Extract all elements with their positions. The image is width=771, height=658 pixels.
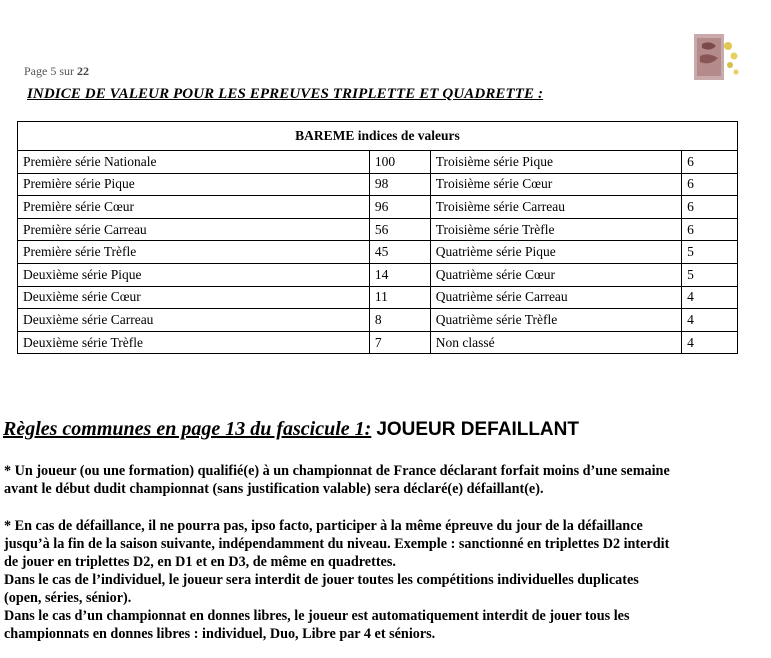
paragraph-line: (open, séries, sénior). (4, 590, 132, 606)
paragraph-line: * En cas de défaillance, il ne pourra pas, ipso facto, participer à la même épreuve du jour de la défaillance (4, 518, 643, 534)
table-cell: 4 (682, 286, 738, 309)
paragraph-line: championnats en donnes libres : individuel, Duo, Libre par 4 et séniors. (4, 626, 436, 642)
paragraph-forfait (4, 462, 768, 498)
table-cell: 6 (682, 218, 738, 241)
table-row (18, 173, 738, 196)
table-row (18, 309, 738, 332)
table-cell: 56 (369, 218, 430, 241)
rules-title: JOUEUR DEFAILLANT (376, 419, 579, 440)
table-cell: 5 (682, 263, 738, 286)
section-heading: INDICE DE VALEUR POUR LES EPREUVES TRIPLETTE ET QUADRETTE : (27, 86, 544, 102)
table-cell: Première série Carreau (18, 218, 370, 241)
table-cell: Première série Trèfle (18, 241, 370, 264)
table-cell: 4 (682, 331, 738, 354)
table-cell: Première série Nationale (18, 151, 370, 174)
table-cell: 11 (369, 286, 430, 309)
federation-logo-icon (692, 32, 740, 82)
paragraph-line: * Un joueur (ou une formation) qualifié(e) à un championnat de France déclarant forfait moins d’une semaine (4, 463, 670, 479)
table-row (18, 218, 738, 241)
table-cell: Première série Pique (18, 173, 370, 196)
table-cell: 6 (682, 151, 738, 174)
paragraph-line: Dans le cas de l’individuel, le joueur sera interdit de jouer toutes les compétitions individuelles duplicates (4, 572, 639, 588)
table-cell: 6 (682, 196, 738, 219)
table-cell: 14 (369, 263, 430, 286)
table-cell: Troisième série Carreau (430, 196, 681, 219)
table-cell: 8 (369, 309, 430, 332)
paragraph-line: jusqu’à la fin de la saison suivante, indépendamment du niveau. Exemple : sanctionné en triplettes D2 interdit (4, 536, 670, 552)
paragraph-line: avant le début dudit championnat (sans justification valable) sera déclaré(e) défaillant(e). (4, 481, 544, 497)
table-cell: 4 (682, 309, 738, 332)
table-cell: 45 (369, 241, 430, 264)
rules-heading (3, 418, 579, 441)
table-cell: Troisième série Cœur (430, 173, 681, 196)
table-row (18, 241, 738, 264)
table-row (18, 151, 738, 174)
paragraph-line: de jouer en triplettes D2, en D1 et en D3, de même en quadrettes. (4, 554, 396, 570)
table-body (18, 151, 738, 354)
rules-reference: Règles communes en page 13 du fascicule 1: (3, 418, 372, 440)
table-row (18, 263, 738, 286)
table-title: BAREME indices de valeurs (18, 122, 738, 151)
table-cell: 7 (369, 331, 430, 354)
page-number: Page 5 sur 22 (24, 64, 89, 78)
table-cell: Deuxième série Cœur (18, 286, 370, 309)
table-row (18, 286, 738, 309)
table-cell: 96 (369, 196, 430, 219)
table-row (18, 196, 738, 219)
table-cell: Troisième série Pique (430, 151, 681, 174)
table-cell: 100 (369, 151, 430, 174)
table-row (18, 331, 738, 354)
table-title-row (18, 122, 738, 151)
table-cell: Quatrième série Carreau (430, 286, 681, 309)
table-cell: Non classé (430, 331, 681, 354)
table-cell: 6 (682, 173, 738, 196)
table-cell: 5 (682, 241, 738, 264)
table-cell: Quatrième série Trèfle (430, 309, 681, 332)
table-cell: 98 (369, 173, 430, 196)
table-cell: Deuxième série Trèfle (18, 331, 370, 354)
paragraph-defaillance (4, 517, 768, 643)
table-cell: Troisième série Trèfle (430, 218, 681, 241)
bareme-table (17, 121, 738, 354)
paragraph-line: Dans le cas d’un championnat en donnes libres, le joueur est automatiquement interdit de jouer tous les (4, 608, 630, 624)
table-cell: Deuxième série Pique (18, 263, 370, 286)
table-cell: Quatrième série Pique (430, 241, 681, 264)
table-cell: Quatrième série Cœur (430, 263, 681, 286)
table-cell: Première série Cœur (18, 196, 370, 219)
table-cell: Deuxième série Carreau (18, 309, 370, 332)
